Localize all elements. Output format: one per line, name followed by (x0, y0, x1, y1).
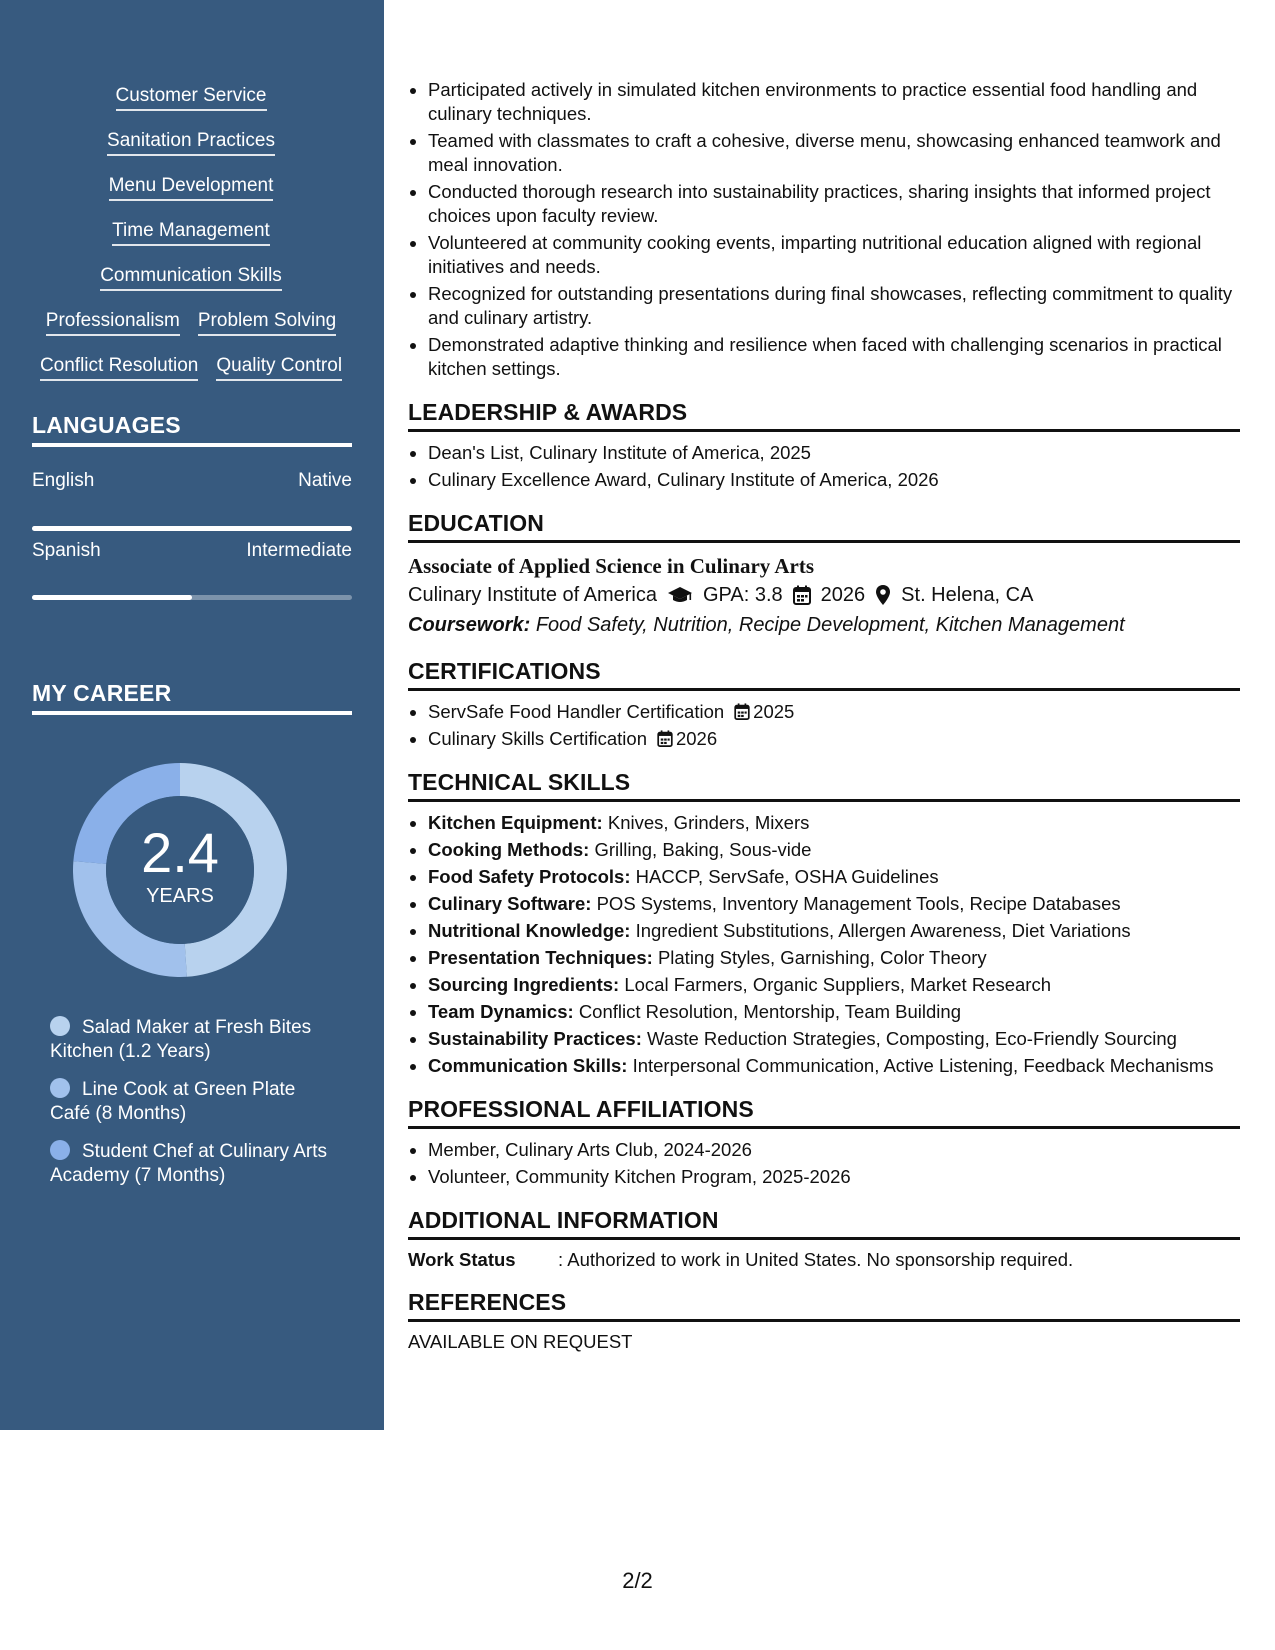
graduation-cap-icon (667, 585, 693, 605)
career-dot-icon (50, 1078, 70, 1098)
calendar-icon (657, 730, 673, 747)
certification-year-text: 2026 (675, 728, 718, 749)
experience-bullet: • Volunteered at community cooking events, imparting nutritional education aligned with regional initiatives and needs. (428, 231, 1240, 279)
certification-year (734, 701, 794, 722)
technical-skill-item (428, 973, 1240, 997)
skill-row (30, 84, 352, 111)
skill-tag: Professionalism (46, 309, 180, 336)
certification-item (428, 700, 1240, 724)
work-status-label: Work Status (408, 1249, 516, 1270)
references-text: AVAILABLE ON REQUEST (408, 1331, 633, 1352)
education-location: St. Helena, CA (901, 584, 1034, 606)
education-gpa: GPA: 3.8 (703, 584, 783, 606)
certifications-title: CERTIFICATIONS (408, 658, 1240, 691)
career-donut (66, 756, 294, 984)
sidebar (0, 0, 384, 1430)
technical-skill-value: Plating Styles, Garnishing, Color Theory (657, 947, 987, 968)
technical-skills-list (408, 811, 1240, 1078)
technical-skill-value: Interpersonal Communication, Active Listening, Feedback Mechanisms (632, 1055, 1214, 1076)
language-bar-english (32, 526, 352, 531)
skill-tag: Time Management (112, 219, 270, 246)
technical-skill-label: Communication Skills: (428, 1055, 628, 1076)
leadership-list (408, 441, 1240, 492)
skill-row (30, 219, 352, 246)
certification-item (428, 727, 1240, 751)
work-status-row (408, 1249, 1240, 1271)
experience-bullet: • Teamed with classmates to craft a cohesive, diverse menu, showcasing enhanced teamwork and meal innovation. (428, 129, 1240, 177)
education-title: EDUCATION (408, 510, 1240, 543)
technical-skill-value: Conflict Resolution, Mentorship, Team Building (578, 1001, 961, 1022)
main-content (408, 78, 1240, 1353)
experience-bullet: • Recognized for outstanding presentations during final showcases, reflecting commitment to quality and culinary artistry. (428, 282, 1240, 330)
career-item-text: Salad Maker at Fresh Bites Kitchen (1.2 Years) (50, 1017, 312, 1062)
technical-skill-label: Team Dynamics: (428, 1001, 574, 1022)
language-row-english (32, 470, 352, 492)
additional-info-title: ADDITIONAL INFORMATION (408, 1207, 1240, 1240)
work-status-value: : Authorized to work in United States. No sponsorship required. (558, 1249, 1074, 1270)
leadership-item: • Dean's List, Culinary Institute of America, 2025 (428, 441, 1240, 465)
education-meta (408, 580, 1240, 610)
technical-skill-value: Waste Reduction Strategies, Composting, Eco-Friendly Sourcing (647, 1028, 1177, 1049)
technical-skill-label: Presentation Techniques: (428, 947, 653, 968)
career-list (50, 1016, 340, 1202)
skill-tag: Customer Service (116, 84, 267, 111)
languages-heading: LANGUAGES (32, 412, 352, 447)
references-title: REFERENCES (408, 1289, 1240, 1322)
skill-row (30, 264, 352, 291)
language-name: Spanish (32, 540, 101, 561)
skill-row (30, 174, 352, 201)
certifications-list (408, 700, 1240, 751)
skill-tag: Communication Skills (100, 264, 282, 291)
technical-skill-value: Knives, Grinders, Mixers (607, 812, 810, 833)
career-item (50, 1078, 340, 1126)
technical-skill-label: Food Safety Protocols: (428, 866, 631, 887)
page-number: 2/2 (622, 1568, 653, 1593)
technical-skill-item (428, 1000, 1240, 1024)
career-item (50, 1016, 340, 1064)
affiliation-item: • Volunteer, Community Kitchen Program, 2025-2026 (428, 1165, 1240, 1189)
technical-skill-value: HACCP, ServSafe, OSHA Guidelines (635, 866, 939, 887)
technical-skill-item (428, 1054, 1240, 1078)
skill-tag: Sanitation Practices (107, 129, 275, 156)
technical-skill-item (428, 838, 1240, 862)
location-pin-icon (875, 584, 891, 606)
technical-skill-item (428, 946, 1240, 970)
career-years-unit: YEARS (146, 884, 214, 907)
affiliations-list (408, 1138, 1240, 1189)
skill-row (30, 129, 352, 156)
skill-tag: Conflict Resolution (40, 354, 198, 381)
skill-tag: Problem Solving (198, 309, 336, 336)
language-bar-fill (32, 526, 352, 531)
career-item (50, 1140, 340, 1188)
technical-skill-label: Cooking Methods: (428, 839, 590, 860)
experience-bullet: • Conducted thorough research into sustainability practices, sharing insights that informed project choices upon faculty review. (428, 180, 1240, 228)
skill-row (30, 354, 352, 381)
technical-skills-title: TECHNICAL SKILLS (408, 769, 1240, 802)
career-item-text: Line Cook at Green Plate Café (8 Months) (50, 1079, 296, 1124)
career-dot-icon (50, 1016, 70, 1036)
career-item-text: Student Chef at Culinary Arts Academy (7 Months) (50, 1141, 328, 1186)
calendar-icon (734, 703, 750, 720)
language-level: Native (298, 470, 352, 491)
language-level: Intermediate (246, 540, 352, 561)
leadership-title: LEADERSHIP & AWARDS (408, 399, 1240, 432)
certification-name: ServSafe Food Handler Certification (428, 701, 725, 722)
education-coursework (408, 610, 1240, 640)
technical-skill-item (428, 919, 1240, 943)
technical-skill-value: Ingredient Substitutions, Allergen Awareness, Diet Variations (635, 920, 1131, 941)
skills-list (30, 84, 352, 399)
technical-skill-label: Nutritional Knowledge: (428, 920, 631, 941)
certification-year-text: 2025 (753, 701, 795, 722)
skill-row (30, 309, 352, 336)
career-years-number: 2.4 (141, 820, 219, 884)
experience-bullet: • Demonstrated adaptive thinking and resilience when faced with challenging scenarios in practical kitchen settings. (428, 333, 1240, 381)
education-degree: Associate of Applied Science in Culinary Arts (408, 554, 815, 578)
technical-skill-item (428, 811, 1240, 835)
technical-skill-value: Grilling, Baking, Sous-vide (594, 839, 812, 860)
experience-bullets (408, 78, 1240, 381)
technical-skill-label: Culinary Software: (428, 893, 592, 914)
technical-skill-label: Kitchen Equipment: (428, 812, 603, 833)
language-name: English (32, 470, 95, 491)
technical-skill-item (428, 1027, 1240, 1051)
affiliations-title: PROFESSIONAL AFFILIATIONS (408, 1096, 1240, 1129)
coursework-label: Coursework: (408, 614, 531, 636)
leadership-item: • Culinary Excellence Award, Culinary Institute of America, 2026 (428, 468, 1240, 492)
certification-year (657, 728, 717, 749)
career-dot-icon (50, 1140, 70, 1160)
language-row-spanish (32, 540, 352, 562)
skill-tag: Quality Control (216, 354, 342, 381)
technical-skill-label: Sustainability Practices: (428, 1028, 642, 1049)
certification-name: Culinary Skills Certification (428, 728, 647, 749)
technical-skill-item (428, 865, 1240, 889)
technical-skill-label: Sourcing Ingredients: (428, 974, 620, 995)
skill-tag: Menu Development (109, 174, 274, 201)
coursework-value: Food Safety, Nutrition, Recipe Development, Kitchen Management (535, 614, 1125, 636)
technical-skill-value: POS Systems, Inventory Management Tools, Recipe Databases (596, 893, 1121, 914)
technical-skill-item (428, 892, 1240, 916)
affiliation-item: • Member, Culinary Arts Club, 2024-2026 (428, 1138, 1240, 1162)
education-school: Culinary Institute of America (408, 584, 657, 606)
education-year: 2026 (820, 584, 866, 606)
career-heading: MY CAREER (32, 680, 352, 715)
experience-bullet: • Participated actively in simulated kitchen environments to practice essential food handling and culinary techniques. (428, 78, 1240, 126)
language-bar-spanish (32, 595, 352, 600)
language-bar-fill (32, 595, 192, 600)
technical-skill-value: Local Farmers, Organic Suppliers, Market Research (624, 974, 1052, 995)
career-donut-center (66, 756, 294, 984)
calendar-icon (793, 585, 811, 605)
